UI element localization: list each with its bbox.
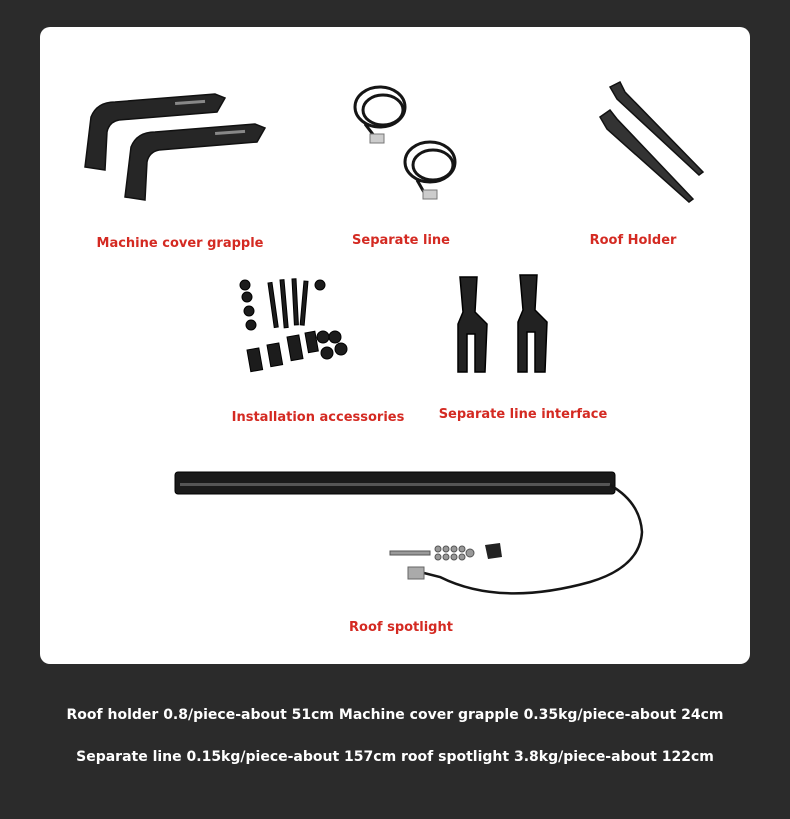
fork-connector-icon xyxy=(455,272,585,377)
label-roof-spotlight: Roof spotlight xyxy=(349,620,453,635)
bolts-nuts-icon xyxy=(235,275,355,380)
product-card xyxy=(40,27,750,664)
spec-line-2: Separate line 0.15kg/piece-about 157cm roof spotlight 3.8kg/piece-about 122cm xyxy=(76,749,714,765)
label-separate-line-interface: Separate line interface xyxy=(438,407,608,422)
grapple-handle-icon xyxy=(75,82,275,202)
label-separate-line: Separate line xyxy=(352,233,450,248)
spec-line-1: Roof holder 0.8/piece-about 51cm Machine cover grapple 0.35kg/piece-about 24cm xyxy=(66,707,724,723)
coiled-cable-icon xyxy=(345,82,470,212)
roof-holder-rod-icon xyxy=(595,77,710,207)
light-bar-icon xyxy=(170,467,650,602)
label-roof-holder: Roof Holder xyxy=(589,233,677,248)
label-installation-accessories: Installation accessories xyxy=(231,410,405,425)
label-machine-cover-grapple: Machine cover grapple xyxy=(96,236,264,251)
